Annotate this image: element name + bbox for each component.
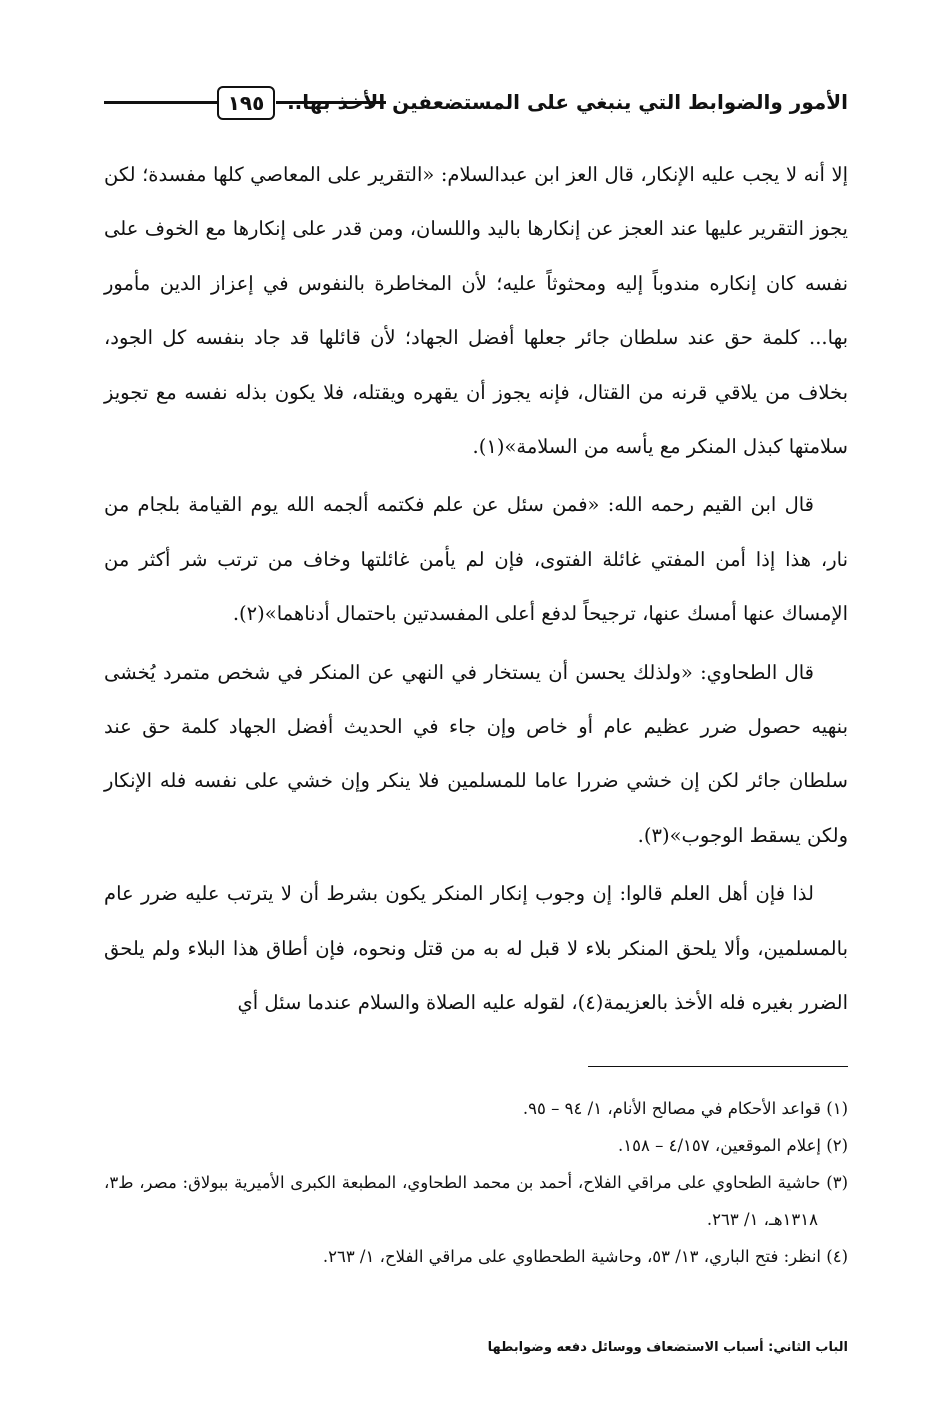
footnote-separator [588,1066,848,1067]
main-text [104,148,848,1035]
footnote: (٢) إعلام الموقعين، ٤/١٥٧ – ١٥٨. [618,1136,848,1155]
running-footer: الباب الثاني: أسباب الاستضعاف ووسائل دفعه وضوابطها [487,1340,848,1355]
paragraph: قال الطحاوي: «ولذلك يحسن أن يستخار في النهي عن المنكر في شخص متمرد يُخشى بنهيه حصول ضرر عظيم عام أو خاص وإن جاء في الحديث أفضل الجهاد كلمة حق عند سلطان جائر لكن إن خشي ضررا عاما للمسلمين فلا ينكر وإن خشي على نفسه فله الإنكار ولكن يسقط الوجوب»(٣). [104,660,848,847]
running-header [104,82,848,126]
page-number: ١٩٥ [217,86,275,120]
header-rule-left [104,101,217,104]
paragraph: إلا أنه لا يجب عليه الإنكار، قال العز ابن عبدالسلام: «التقرير على المعاصي كلها مفسدة؛ لكن يجوز التقرير عليها عند العجز عن إنكارها باليد واللسان، ومن قدر على إنكارها مع الخوف على نفسه كان إنكاره مندوباً إليه ومحثوثاً عليه؛ لأن المخاطرة بالنفوس في إعزاز الدين مأمور بها... كلمة حق عند سلطان جائر جعلها أفضل الجهاد؛ لأن قائلها قد جاد بنفسه كل الجود، بخلاف من يلاقي قرنه من القتال، فإنه يجوز أن يقهره ويقتله، فلا يكون بذله نفسه مع تجويز سلامتها كبذل المنكر مع يأسه من السلامة»(١). [104,163,848,459]
footnote: (٤) انظر: فتح الباري، ١٣/ ٥٣، وحاشية الطحطاوي على مراقي الفلاح، ١/ ٢٦٣. [322,1247,848,1266]
paragraph: لذا فإن أهل العلم قالوا: إن وجوب إنكار المنكر يكون بشرط أن لا يترتب عليه ضرر عام بالمسلمين، وألا يلحق المنكر بلاء لا قبل له به من قتل ونحوه، فإن أطاق هذا البلاء ولم يلحق الضرر بغيره فله الأخذ بالعزيمة(٤)، لقوله عليه الصلاة والسلام عندما سئل أي [104,882,848,1015]
footnotes [104,1090,848,1275]
header-title: الأمور والضوابط التي ينبغي على المستضعفين الأخذ بها.. [287,90,848,114]
footnote: (١) قواعد الأحكام في مصالح الأنام، ١/ ٩٤ – ٩٥. [522,1099,848,1118]
footnote: (٣) حاشية الطحاوي على مراقي الفلاح، أحمد بن محمد الطحاوي، المطبعة الكبرى الأميرية ببولاق: مصر، ط٣، ١٣١٨هـ، ١/ ٢٦٣. [104,1173,848,1229]
paragraph: قال ابن القيم رحمه الله: «فمن سئل عن علم فكتمه ألجمه الله يوم القيامة بلجام من نار، هذا إذا أمن المفتي غائلة الفتوى، فإن لم يأمن غائلتها وخاف من ترتب شر أكثر من الإمساك عنها أمسك عنها، ترجيحاً لدفع أعلى المفسدتين باحتمال أدناهما»(٢). [104,493,848,626]
